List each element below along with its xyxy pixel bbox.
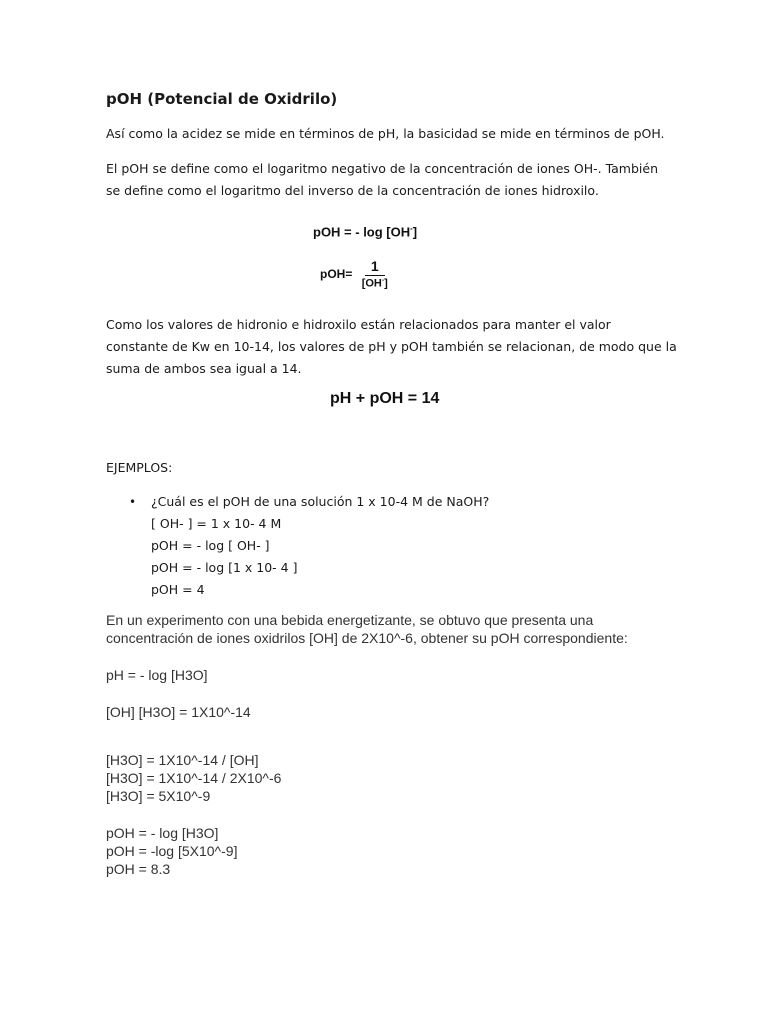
formula-text: pOH = - log [OH [313, 224, 411, 240]
definition-line: se define como el logaritmo del inverso de la concentración de iones hidroxilo. [106, 183, 599, 198]
formula-poh-fraction [320, 258, 388, 290]
relation-line: suma de ambos sea igual a 14. [106, 361, 302, 376]
relation-paragraph [106, 314, 677, 380]
definition-paragraph [106, 158, 658, 202]
example1-line: ¿Cuál es el pOH de una solución 1 x 10-4 M de NaOH? [151, 494, 490, 509]
example2-step: [H3O] = 1X10^-14 / 2X10^-6 [106, 770, 282, 786]
definition-line: El pOH se define como el logaritmo negativo de la concentración de iones OH-. También [106, 161, 658, 176]
example2-step: pOH = 8.3 [106, 861, 171, 877]
formula-text: pOH= [320, 266, 353, 281]
intro-paragraph: Así como la acidez se mide en términos de pH, la basicidad se mide en términos de pOH. [106, 126, 665, 141]
example1-line: pOH = - log [1 x 10- 4 ] [151, 560, 298, 575]
relation-line: Como los valores de hidronio e hidroxilo están relacionados para manter el valor [106, 317, 611, 332]
fraction [362, 258, 388, 290]
example2-step: [OH] [H3O] = 1X10^-14 [106, 704, 251, 720]
example2-intro-line: concentración de iones oxidrilos [OH] de 2X10^-6, obtener su pOH correspondiente: [106, 630, 628, 646]
formula-ph-sum: pH + pOH = 14 [330, 390, 440, 407]
example1-line: [ OH- ] = 1 x 10- 4 M [151, 516, 282, 531]
bullet-marker: • [129, 495, 137, 509]
example1-line: pOH = - log [ OH- ] [151, 538, 270, 553]
formula-text: ] [412, 224, 418, 240]
example2-step: [H3O] = 5X10^-9 [106, 788, 211, 804]
formula-superscript: - [410, 224, 413, 233]
example2-step: [H3O] = 1X10^-14 / [OH] [106, 752, 259, 768]
example2-step: pOH = - log [H3O] [106, 825, 219, 841]
relation-line: constante de Kw en 10-14, los valores de pH y pOH también se relacionan, de modo que la [106, 339, 677, 354]
formula-poh-log [313, 224, 417, 239]
fraction-denominator: [OH-] [361, 277, 388, 290]
example2-step: pOH = -log [5X10^-9] [106, 843, 238, 859]
example2-group [106, 824, 237, 878]
example1-line: pOH = 4 [151, 582, 205, 597]
example2-step: pH = - log [H3O] [106, 667, 208, 683]
example1-block [151, 491, 489, 601]
examples-heading: EJEMPLOS: [106, 460, 173, 475]
page-title: pOH (Potencial de Oxidrilo) [106, 90, 338, 108]
example2-group [106, 751, 281, 805]
example2-intro-line: En un experimento con una bebida energetizante, se obtuvo que presenta una [106, 612, 594, 628]
example2-intro [106, 611, 628, 647]
fraction-numerator: 1 [365, 258, 385, 276]
